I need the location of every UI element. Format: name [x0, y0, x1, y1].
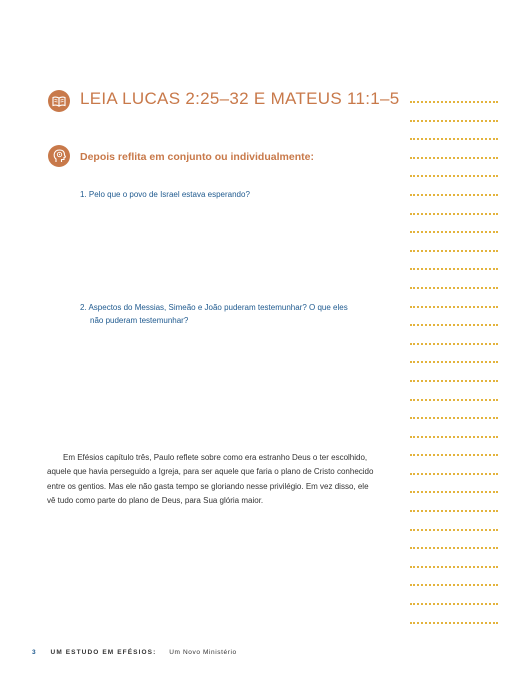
dotted-line	[410, 175, 498, 177]
dotted-line	[410, 250, 498, 252]
dotted-line	[410, 529, 498, 531]
dotted-line	[410, 399, 498, 401]
dotted-line	[410, 436, 498, 438]
footer	[32, 649, 237, 656]
dotted-line	[410, 380, 498, 382]
dotted-line	[410, 213, 498, 215]
page-number: 3	[32, 649, 36, 656]
dotted-line	[410, 361, 498, 363]
dotted-line	[410, 157, 498, 159]
dotted-line	[410, 120, 498, 122]
dotted-line	[410, 510, 498, 512]
instruction-text: Depois reflita em conjunto ou individualmente:	[80, 151, 314, 163]
dotted-line	[410, 194, 498, 196]
series-title: UM ESTUDO EM EFÉSIOS:	[50, 649, 157, 656]
question-2	[80, 301, 390, 327]
dotted-line	[410, 138, 498, 140]
section-title: LEIA LUCAS 2:25–32 E MATEUS 11:1–5	[80, 89, 400, 108]
dotted-line	[410, 603, 498, 605]
question-2-line-2: não puderam testemunhar?	[90, 316, 189, 325]
body-paragraph: Em Efésios capítulo três, Paulo reflete sobre como era estranho Deus o ter escolhido, aquele que havia perseguido a Igreja, para ser aquele que faria o plano de Cristo conhecido entre os gentios. Mas ele não gasta tempo se gloriando nesse privilégio. Em vez disso, ele vê tudo como parte do plano de Deus, para Sua glória maior.	[47, 453, 374, 505]
dotted-line	[410, 287, 498, 289]
dotted-line	[410, 417, 498, 419]
dotted-line	[410, 566, 498, 568]
dotted-line	[410, 473, 498, 475]
series-subtitle: Um Novo Ministério	[169, 649, 237, 656]
question-2-line-1: 2. Aspectos do Messias, Simeão e João puderam testemunhar? O que eles	[80, 303, 348, 312]
open-book-icon	[48, 90, 70, 112]
dotted-line	[410, 343, 498, 345]
dotted-line	[410, 491, 498, 493]
notes-lines	[410, 101, 500, 640]
dotted-line	[410, 101, 498, 103]
question-1: 1. Pelo que o povo de Israel estava esperando?	[80, 190, 250, 199]
dotted-line	[410, 306, 498, 308]
dotted-line	[410, 268, 498, 270]
dotted-line	[410, 547, 498, 549]
dotted-line	[410, 454, 498, 456]
thinking-head-icon	[48, 145, 70, 167]
dotted-line	[410, 231, 498, 233]
dotted-line	[410, 622, 498, 624]
dotted-line	[410, 584, 498, 586]
dotted-line	[410, 324, 498, 326]
